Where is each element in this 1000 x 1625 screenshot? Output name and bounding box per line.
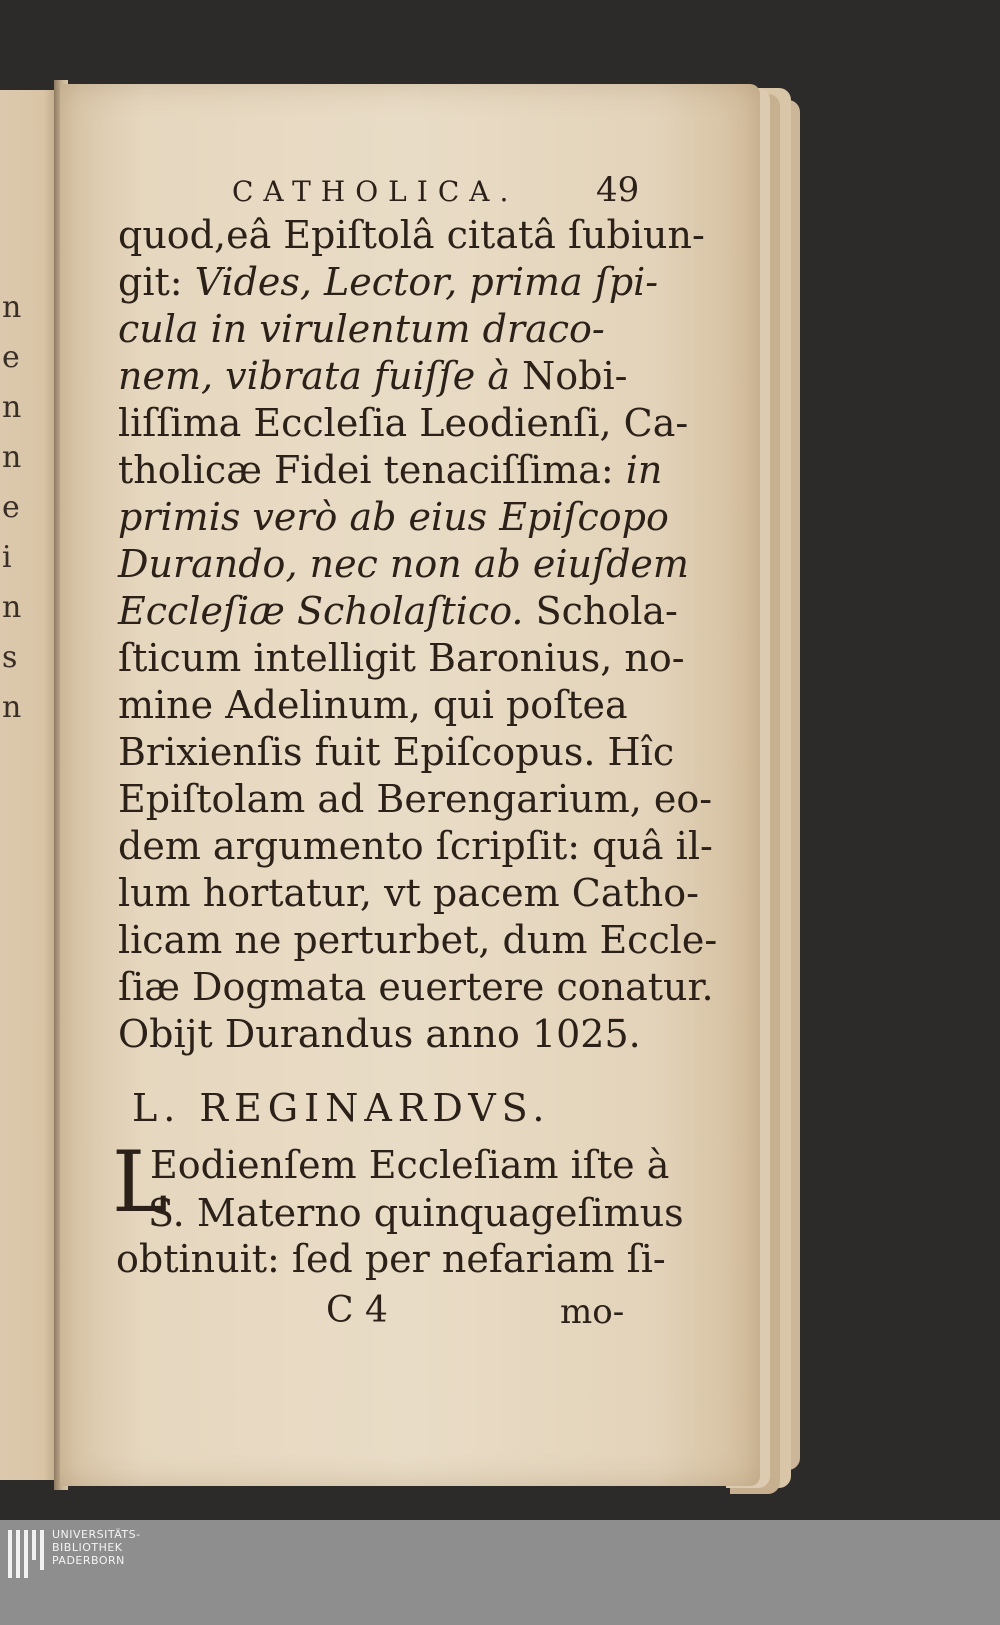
library-name <box>52 1528 141 1567</box>
text-line <box>118 494 669 540</box>
page-number: 49 <box>596 170 640 210</box>
library-name-line-3: PADERBORN <box>52 1554 125 1567</box>
roman-text: Brixienſis fuit Epiſcopus. Hîc <box>118 730 675 774</box>
roman-text: ſiæ Dogmata euertere conatur. <box>118 965 714 1009</box>
roman-text: licam ne perturbet, dum Eccle- <box>118 918 718 962</box>
italic-text: Eccleſiæ Scholaſtico. <box>118 589 536 633</box>
text-line <box>118 259 659 305</box>
text-line <box>118 400 689 446</box>
running-head: CATHOLICA. <box>232 175 519 208</box>
left-page-fragment: n <box>2 690 22 725</box>
text-line <box>118 306 648 352</box>
text-line <box>118 588 678 634</box>
footer-bar <box>0 1520 1000 1625</box>
left-page-fragment: s <box>2 640 18 675</box>
italic-text: in <box>625 448 663 492</box>
section-heading: L. REGINARDVS. <box>132 1086 551 1130</box>
section-text-line: S. Materno quinquageſimus <box>148 1191 684 1235</box>
roman-text: dem argumento ſcripſit: quâ il- <box>118 824 713 868</box>
text-line <box>118 917 718 963</box>
drop-cap: L <box>112 1133 168 1231</box>
text-line <box>118 212 705 258</box>
library-name-line-1: UNIVERSITÄTS- <box>52 1528 141 1541</box>
left-page-fragment: e <box>2 490 20 525</box>
roman-text: tholicæ Fidei tenaciſſima: <box>118 448 626 492</box>
text-line <box>118 870 699 916</box>
text-line <box>118 353 648 399</box>
text-line <box>118 964 714 1010</box>
roman-text: mine Adelinum, qui poſtea <box>118 683 628 727</box>
roman-text: Schola- <box>535 589 678 633</box>
italic-text: nem, vibrata fuiſſe à <box>118 354 523 398</box>
roman-text: git: <box>118 260 195 304</box>
left-page-fragment: n <box>2 590 22 625</box>
section-text-line: Eodienſem Eccleſiam iſte à <box>150 1143 670 1187</box>
catchword: mo- <box>560 1292 625 1332</box>
italic-text: Vides, Lector, prima ſpi- <box>194 260 659 304</box>
left-page-fragment: n <box>2 440 22 475</box>
text-line <box>118 447 663 493</box>
signature-mark: C 4 <box>326 1290 388 1331</box>
text-line <box>118 541 689 587</box>
library-logo-icon <box>8 1530 44 1578</box>
left-page-fragment: i <box>2 540 12 575</box>
roman-text: ſticum intelligit Baronius, no- <box>118 636 685 680</box>
italic-text: primis verò ab eius Epiſcopo <box>118 495 669 539</box>
left-page-fragment: n <box>2 290 22 325</box>
roman-text: Obijt Durandus anno 1025. <box>118 1012 641 1056</box>
text-line <box>118 682 648 728</box>
library-name-line-2: BIBLIOTHEK <box>52 1541 123 1554</box>
text-line <box>118 823 713 869</box>
roman-text: Nobi- <box>522 354 628 398</box>
text-line <box>118 729 675 775</box>
italic-text: cula in virulentum draco- <box>118 307 605 351</box>
text-line <box>118 776 713 822</box>
roman-text: Epiſtolam ad Berengarium, eo- <box>118 777 713 821</box>
left-page-fragment: e <box>2 340 20 375</box>
text-line <box>118 635 685 681</box>
roman-text: lum hortatur, vt pacem Catho- <box>118 871 699 915</box>
left-page-fragment: n <box>2 390 22 425</box>
italic-text: Durando, nec non ab eiuſdem <box>118 542 689 586</box>
roman-text: quod,eâ Epiſtolâ citatâ ſubiun- <box>118 213 705 257</box>
section-text-line: obtinuit: ſed per nefariam ſi- <box>116 1237 666 1281</box>
roman-text: liſſima Eccleſia Leodienſi, Ca- <box>118 401 689 445</box>
text-line <box>118 1011 648 1057</box>
